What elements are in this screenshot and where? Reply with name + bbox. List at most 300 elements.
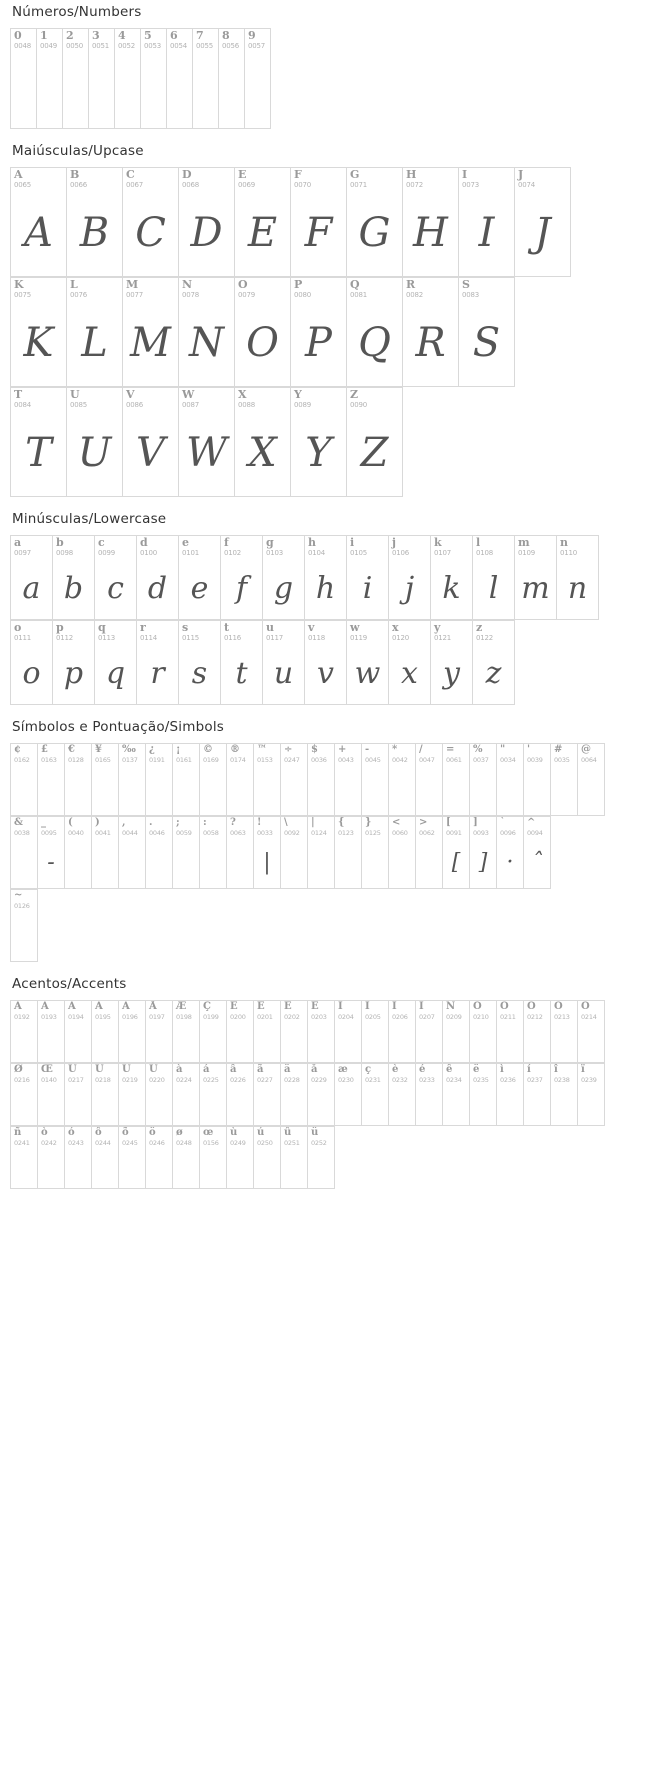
glyph-character: Q [350, 278, 360, 291]
glyph-header [146, 1001, 172, 1021]
glyph-cell[interactable] [470, 1001, 497, 1063]
glyph-code: 0156 [203, 1139, 219, 1147]
glyph-header [227, 1127, 253, 1147]
glyph-cell[interactable] [497, 817, 524, 889]
glyph-cell[interactable] [281, 1064, 308, 1126]
glyph-header [119, 1064, 145, 1084]
glyph-cell[interactable] [524, 744, 551, 816]
glyph-code: 0078 [182, 291, 200, 299]
glyph-cell[interactable] [305, 621, 347, 705]
glyph-cell[interactable] [63, 29, 89, 129]
glyph-cell[interactable] [389, 817, 416, 889]
glyph-cell[interactable] [515, 168, 571, 277]
glyph-cell[interactable] [291, 278, 347, 387]
glyph-cell[interactable] [227, 1064, 254, 1126]
glyph-character: : [203, 817, 207, 828]
glyph-cell[interactable] [38, 1064, 65, 1126]
glyph-character: ÷ [284, 744, 293, 755]
glyph-header [119, 1127, 145, 1147]
glyph-cell[interactable] [335, 817, 362, 889]
glyph-cell[interactable] [281, 744, 308, 816]
glyph-character: ® [230, 744, 240, 755]
glyph-header [92, 744, 118, 764]
glyph-header [235, 278, 290, 299]
glyph-code: 0102 [224, 549, 242, 557]
glyph-header [254, 744, 280, 764]
glyph-cell[interactable] [347, 621, 389, 705]
glyph-cell[interactable] [173, 817, 200, 889]
glyph-cell[interactable] [173, 1127, 200, 1189]
glyph-header [67, 168, 122, 189]
glyph-cell[interactable] [254, 817, 281, 889]
section-title: Símbolos e Pontuação/Simbols [12, 719, 225, 735]
glyph-cell[interactable] [235, 388, 291, 497]
glyph-header [254, 1127, 280, 1147]
glyph-cell[interactable] [11, 744, 38, 816]
glyph-cell[interactable] [92, 744, 119, 816]
glyph-cell[interactable] [524, 817, 551, 889]
glyph-code: 0236 [500, 1076, 516, 1084]
glyph-cell[interactable] [416, 817, 443, 889]
glyph-cell[interactable] [551, 1001, 578, 1063]
glyph-character: ì [500, 1064, 504, 1075]
glyph-code: 0066 [70, 181, 88, 189]
glyph-code: 0045 [365, 756, 381, 764]
glyph-cell[interactable] [65, 744, 92, 816]
glyph-header [179, 168, 234, 189]
glyph-code: 0246 [149, 1139, 165, 1147]
glyph-cell[interactable] [53, 536, 95, 620]
glyph-cell[interactable] [557, 536, 599, 620]
glyph-header [65, 1001, 91, 1021]
glyph-cell[interactable] [308, 1064, 335, 1126]
glyph-cell[interactable] [308, 744, 335, 816]
glyph-header [347, 388, 402, 409]
glyph-header [389, 817, 415, 837]
glyph-character: Ú [95, 1064, 104, 1075]
glyph-header [227, 1001, 253, 1021]
glyph-cell[interactable] [219, 29, 245, 129]
glyph-cell[interactable] [146, 744, 173, 816]
glyph-cell[interactable] [11, 817, 38, 889]
glyph-cell[interactable] [65, 1001, 92, 1063]
glyph-cell[interactable] [443, 1064, 470, 1126]
glyph-cell[interactable] [335, 744, 362, 816]
glyph-header [11, 1064, 37, 1084]
glyph-cell[interactable] [200, 817, 227, 889]
glyph-cell[interactable] [362, 1064, 389, 1126]
glyph-code: 0199 [203, 1013, 219, 1021]
glyph-cell[interactable] [37, 29, 63, 129]
glyph-character: k [434, 536, 442, 549]
glyph-code: 0033 [257, 829, 273, 837]
glyph-character: ö [149, 1127, 156, 1138]
glyph-character: ã [257, 1064, 264, 1075]
glyph-cell[interactable] [362, 817, 389, 889]
glyph-cell[interactable] [200, 1064, 227, 1126]
glyph-character: 8 [222, 29, 230, 42]
glyph-cell[interactable] [473, 536, 515, 620]
glyph-cell[interactable] [11, 29, 37, 129]
glyph-cell[interactable] [179, 621, 221, 705]
glyph-cell[interactable] [92, 1064, 119, 1126]
section-title: Números/Numbers [12, 4, 142, 20]
glyph-cell[interactable] [123, 168, 179, 277]
glyph-preview: V [136, 430, 165, 477]
glyph-cell[interactable] [221, 536, 263, 620]
glyph-cell[interactable] [227, 1127, 254, 1189]
glyph-row [10, 535, 599, 620]
glyph-preview: K [23, 320, 54, 367]
glyph-code: 0220 [149, 1076, 165, 1084]
glyph-cell[interactable] [92, 1001, 119, 1063]
glyph-character: ó [68, 1127, 75, 1138]
glyph-character: ï [581, 1064, 585, 1075]
glyph-cell[interactable] [459, 168, 515, 277]
glyph-preview: c [107, 571, 124, 607]
glyph-cell[interactable] [524, 1064, 551, 1126]
glyph-cell[interactable] [305, 536, 347, 620]
glyph-cell[interactable] [67, 168, 123, 277]
glyph-cell[interactable] [254, 1001, 281, 1063]
glyph-cell[interactable] [254, 1064, 281, 1126]
glyph-cell[interactable] [119, 1127, 146, 1189]
glyph-cell[interactable] [473, 621, 515, 705]
glyph-code: 0101 [182, 549, 200, 557]
glyph-cell[interactable] [38, 817, 65, 889]
glyph-header [403, 168, 458, 189]
glyph-header [473, 536, 514, 557]
glyph-header [119, 744, 145, 764]
glyph-cell[interactable] [179, 168, 235, 277]
glyph-cell[interactable] [403, 278, 459, 387]
glyph-cell[interactable] [11, 890, 38, 962]
glyph-cell[interactable] [416, 1064, 443, 1126]
glyph-cell[interactable] [92, 1127, 119, 1189]
glyph-cell[interactable] [347, 278, 403, 387]
glyph-character: õ [122, 1127, 129, 1138]
glyph-cell[interactable] [227, 1001, 254, 1063]
glyph-character: < [392, 817, 401, 828]
glyph-cell[interactable] [11, 1127, 38, 1189]
glyph-cell[interactable] [119, 1001, 146, 1063]
glyph-code: 0109 [518, 549, 536, 557]
glyph-cell[interactable] [95, 536, 137, 620]
glyph-preview: l [488, 571, 499, 607]
glyph-cell[interactable] [11, 536, 53, 620]
glyph-preview: J [534, 210, 551, 257]
glyph-code: 0103 [266, 549, 284, 557]
glyph-cell[interactable] [281, 1001, 308, 1063]
glyph-cell[interactable] [389, 621, 431, 705]
glyph-cell[interactable] [173, 1001, 200, 1063]
glyph-cell[interactable] [115, 29, 141, 129]
glyph-code: 0165 [95, 756, 111, 764]
glyph-cell[interactable] [443, 744, 470, 816]
glyph-cell[interactable] [123, 278, 179, 387]
glyph-cell[interactable] [335, 1064, 362, 1126]
glyph-character: E [238, 168, 247, 181]
glyph-header [389, 536, 430, 557]
glyph-cell[interactable] [11, 621, 53, 705]
glyph-code: 0063 [230, 829, 246, 837]
glyph-cell[interactable] [179, 536, 221, 620]
glyph-header [362, 744, 388, 764]
glyph-code: 0242 [41, 1139, 57, 1147]
glyph-cell[interactable] [443, 1001, 470, 1063]
glyph-cell[interactable] [281, 1127, 308, 1189]
glyph-cell[interactable] [347, 536, 389, 620]
glyph-cell[interactable] [403, 168, 459, 277]
glyph-header [578, 744, 604, 764]
glyph-cell[interactable] [89, 29, 115, 129]
glyph-code: 0213 [554, 1013, 570, 1021]
glyph-code: 0225 [203, 1076, 219, 1084]
glyph-cell[interactable] [254, 744, 281, 816]
glyph-cell[interactable] [308, 817, 335, 889]
glyph-character: r [140, 621, 146, 634]
glyph-cell[interactable] [578, 1001, 605, 1063]
glyph-cell[interactable] [65, 1064, 92, 1126]
glyph-cell[interactable] [308, 1001, 335, 1063]
glyph-cell[interactable] [551, 1064, 578, 1126]
glyph-section [10, 4, 651, 129]
glyph-character: Õ [554, 1001, 563, 1012]
glyph-cell[interactable] [38, 744, 65, 816]
glyph-header [497, 817, 523, 837]
glyph-character: p [56, 621, 64, 634]
glyph-header [470, 817, 496, 837]
glyph-cell[interactable] [281, 817, 308, 889]
glyph-cell[interactable] [167, 29, 193, 129]
glyph-cell[interactable] [200, 1127, 227, 1189]
glyph-header [473, 621, 514, 642]
glyph-cell[interactable] [173, 1064, 200, 1126]
glyph-cell[interactable] [515, 536, 557, 620]
glyph-row [10, 889, 38, 962]
glyph-header [200, 1127, 226, 1147]
glyph-code: 0124 [311, 829, 327, 837]
glyph-preview: G [358, 210, 391, 257]
glyph-header [362, 1064, 388, 1084]
glyph-cell[interactable] [11, 168, 67, 277]
glyph-cell[interactable] [119, 817, 146, 889]
glyph-cell[interactable] [235, 168, 291, 277]
glyph-header [65, 1064, 91, 1084]
glyph-cell[interactable] [146, 1064, 173, 1126]
glyph-cell[interactable] [578, 1064, 605, 1126]
glyph-preview: s [191, 656, 208, 692]
glyph-cell[interactable] [470, 817, 497, 889]
glyph-cell[interactable] [245, 29, 271, 129]
glyph-cell[interactable] [416, 1001, 443, 1063]
glyph-header [524, 817, 550, 837]
glyph-cell[interactable] [431, 621, 473, 705]
glyph-character: ü [311, 1127, 319, 1138]
glyph-character: t [224, 621, 230, 634]
glyph-preview: P [305, 320, 332, 367]
glyph-cell[interactable] [179, 388, 235, 497]
glyph-cell[interactable] [137, 536, 179, 620]
glyph-header [443, 1064, 469, 1084]
glyph-cell[interactable] [470, 1064, 497, 1126]
glyph-cell[interactable] [347, 388, 403, 497]
section-title: Minúsculas/Lowercase [12, 511, 167, 527]
glyph-cell[interactable] [254, 1127, 281, 1189]
glyph-code: 0076 [70, 291, 88, 299]
glyph-code: 0111 [14, 634, 32, 642]
glyph-header [11, 278, 66, 299]
glyph-cell[interactable] [193, 29, 219, 129]
glyph-cell[interactable] [389, 744, 416, 816]
glyph-header [308, 1001, 334, 1021]
glyph-code: 0228 [284, 1076, 300, 1084]
glyph-row [10, 167, 571, 277]
glyph-cell[interactable] [389, 536, 431, 620]
glyph-code: 0229 [311, 1076, 327, 1084]
glyph-cell[interactable] [11, 1001, 38, 1063]
glyph-cell[interactable] [497, 744, 524, 816]
glyph-cell[interactable] [551, 744, 578, 816]
glyph-code: 0193 [41, 1013, 57, 1021]
glyph-cell[interactable] [362, 744, 389, 816]
glyph-cell[interactable] [141, 29, 167, 129]
glyph-cell[interactable] [38, 1127, 65, 1189]
glyph-preview: D [190, 210, 223, 257]
glyph-cell[interactable] [11, 1064, 38, 1126]
glyph-code: 0096 [500, 829, 516, 837]
glyph-cell[interactable] [65, 817, 92, 889]
glyph-cell[interactable] [416, 744, 443, 816]
glyph-character: ô [95, 1127, 102, 1138]
glyph-cell[interactable] [291, 388, 347, 497]
glyph-header [335, 817, 361, 837]
glyph-cell[interactable] [11, 278, 67, 387]
glyph-code: 0104 [308, 549, 326, 557]
glyph-code: 0234 [446, 1076, 462, 1084]
glyph-character: Ï [419, 1001, 424, 1012]
glyph-cell[interactable] [200, 744, 227, 816]
glyph-cell[interactable] [443, 817, 470, 889]
glyph-cell[interactable] [227, 744, 254, 816]
glyph-cell[interactable] [173, 744, 200, 816]
glyph-code: 0247 [284, 756, 300, 764]
glyph-header [335, 1001, 361, 1021]
glyph-cell[interactable] [291, 168, 347, 277]
glyph-character: Ò [473, 1001, 482, 1012]
glyph-header [65, 1127, 91, 1147]
glyph-character: ä [284, 1064, 291, 1075]
glyph-cell[interactable] [470, 744, 497, 816]
glyph-cell[interactable] [524, 1001, 551, 1063]
glyph-header [347, 278, 402, 299]
glyph-cell[interactable] [335, 1001, 362, 1063]
glyph-code: 0237 [527, 1076, 543, 1084]
glyph-header [335, 1064, 361, 1084]
glyph-code: 0219 [122, 1076, 138, 1084]
glyph-preview: r [150, 656, 165, 692]
glyph-row [10, 277, 515, 387]
glyph-cell[interactable] [459, 278, 515, 387]
glyph-cell[interactable] [235, 278, 291, 387]
glyph-code: 0044 [122, 829, 138, 837]
glyph-code: 0251 [284, 1139, 300, 1147]
glyph-code: 0062 [419, 829, 435, 837]
glyph-character: q [98, 621, 106, 634]
glyph-cell[interactable] [67, 278, 123, 387]
glyph-header [263, 536, 304, 557]
glyph-code: 0039 [527, 756, 543, 764]
glyph-cell[interactable] [11, 388, 67, 497]
glyph-cell[interactable] [221, 621, 263, 705]
glyph-cell[interactable] [65, 1127, 92, 1189]
glyph-cell[interactable] [123, 388, 179, 497]
glyph-code: 0212 [527, 1013, 543, 1021]
glyph-character: b [56, 536, 64, 549]
glyph-character: I [462, 168, 468, 181]
glyph-preview: u [273, 656, 294, 692]
glyph-character: Œ [41, 1064, 53, 1075]
glyph-code: 0232 [392, 1076, 408, 1084]
glyph-code: 0043 [338, 756, 354, 764]
glyph-header [347, 536, 388, 557]
glyph-cell[interactable] [389, 1064, 416, 1126]
glyph-preview: e [190, 571, 209, 607]
glyph-cell[interactable] [38, 1001, 65, 1063]
glyph-cell[interactable] [227, 817, 254, 889]
glyph-cell[interactable] [146, 1127, 173, 1189]
glyph-preview: T [25, 430, 52, 477]
glyph-cell[interactable] [137, 621, 179, 705]
glyph-cell[interactable] [497, 1001, 524, 1063]
glyph-cell[interactable] [347, 168, 403, 277]
glyph-code: 0207 [419, 1013, 435, 1021]
glyph-code: 0068 [182, 181, 200, 189]
glyph-cell[interactable] [146, 1001, 173, 1063]
glyph-header [63, 29, 88, 50]
glyph-cell[interactable] [431, 536, 473, 620]
glyph-cell[interactable] [389, 1001, 416, 1063]
glyph-cell[interactable] [119, 744, 146, 816]
glyph-cell[interactable] [263, 536, 305, 620]
glyph-cell[interactable] [67, 388, 123, 497]
glyph-cell[interactable] [95, 621, 137, 705]
glyph-character: ø [176, 1127, 183, 1138]
glyph-cell[interactable] [308, 1127, 335, 1189]
glyph-cell[interactable] [200, 1001, 227, 1063]
glyph-code: 0216 [14, 1076, 30, 1084]
glyph-code: 0057 [248, 42, 266, 50]
glyph-cell[interactable] [146, 817, 173, 889]
glyph-header [227, 817, 253, 837]
glyph-cell[interactable] [119, 1064, 146, 1126]
glyph-header [245, 29, 270, 50]
glyph-character: Ó [500, 1001, 509, 1012]
glyph-cell[interactable] [263, 621, 305, 705]
glyph-preview: n [567, 571, 588, 607]
glyph-cell[interactable] [53, 621, 95, 705]
glyph-code: 0227 [257, 1076, 273, 1084]
glyph-cell[interactable] [497, 1064, 524, 1126]
glyph-header [200, 1064, 226, 1084]
glyph-preview: f [235, 571, 248, 607]
glyph-cell[interactable] [179, 278, 235, 387]
glyph-cell[interactable] [578, 744, 605, 816]
glyph-character: N [182, 278, 193, 291]
glyph-cell[interactable] [362, 1001, 389, 1063]
glyph-header [347, 621, 388, 642]
glyph-cell[interactable] [92, 817, 119, 889]
